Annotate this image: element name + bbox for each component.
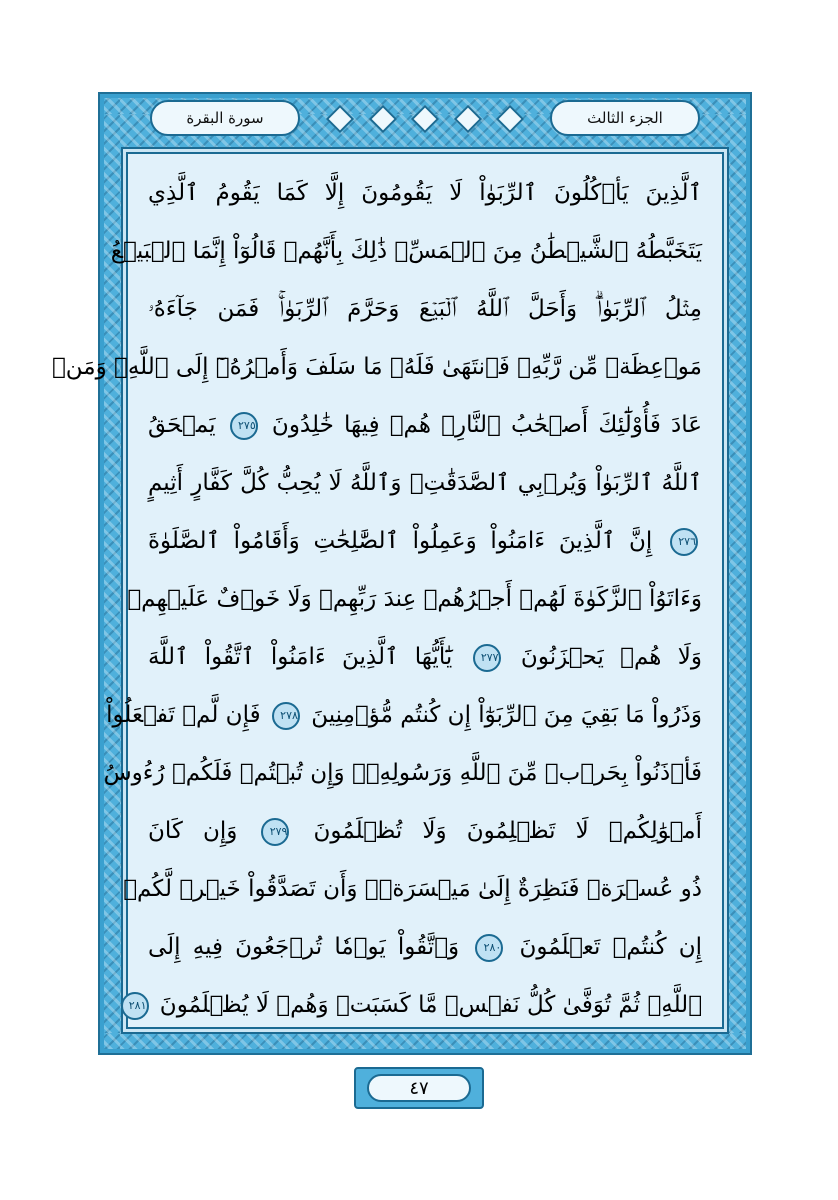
verse-text: وَذَرُواْ مَا بَقِيَ مِنَ ٱلرِّبَوٰٓاْ إِن كُنتُم مُّؤۡمِنِينَ bbox=[303, 702, 702, 728]
verse-line bbox=[148, 454, 702, 512]
verse-line bbox=[51, 338, 702, 396]
verse-line bbox=[127, 570, 702, 628]
verse-line bbox=[128, 976, 702, 1034]
verse-text: أَمۡوَٰلِكُمۡ لَا تَظۡلِمُونَ وَلَا تُظۡلَمُونَ bbox=[293, 818, 702, 844]
ayah-number-marker: ٢٧٩ bbox=[261, 818, 289, 846]
verse-text: فَإِن لَّمۡ تَفۡعَلُواْ bbox=[106, 702, 268, 728]
verse-text: وَإِن كَانَ bbox=[148, 818, 258, 844]
verse-text: ذُو عُسۡرَةٖ فَنَظِرَةٌ إِلَىٰ مَيۡسَرَةٖۚ وَأَن تَصَدَّقُواْ خَيۡرٞ لَّكُمۡ bbox=[123, 876, 702, 902]
verse-text: ٱللَّهُ ٱلرِّبَوٰاْ وَيُرۡبِي ٱلصَّدَقَٰتِۗ وَٱللَّهُ لَا يُحِبُّ كُلَّ كَفَّارٍ أَثِيمٍ bbox=[148, 470, 702, 496]
page-frame bbox=[51, 92, 752, 1055]
verse-text: وَلَا هُمۡ يَحۡزَنُونَ bbox=[504, 644, 702, 670]
ornament-icon bbox=[411, 105, 439, 133]
ayah-number-marker: ٢٨٠ bbox=[475, 934, 503, 962]
verse-text: يَتَخَبَّطُهُ ٱلشَّيۡطَٰنُ مِنَ ٱلۡمَسِّۚ ذَٰلِكَ بِأَنَّهُمۡ قَالُوٓاْ إِنَّمَا ٱلۡبَيۡعُ bbox=[110, 238, 702, 264]
page-number: ٤٧ bbox=[367, 1074, 471, 1102]
verse-line bbox=[148, 280, 702, 338]
verse-text: يَٰٓأَيُّهَا ٱلَّذِينَ ءَامَنُواْ ٱتَّقُواْ ٱللَّهَ bbox=[148, 644, 469, 670]
verse-text: وَءَاتَوُاْ ٱلزَّكَوٰةَ لَهُمۡ أَجۡرُهُمۡ عِندَ رَبِّهِمۡ وَلَا خَوۡفٌ عَلَيۡهِمۡ bbox=[127, 586, 702, 612]
verse-line bbox=[123, 860, 702, 918]
verses-block bbox=[51, 164, 703, 1018]
verse-text: ٱلَّذِينَ يَأۡكُلُونَ ٱلرِّبَوٰاْ لَا يَقُومُونَ إِلَّا كَمَا يَقُومُ ٱلَّذِي bbox=[148, 180, 702, 206]
verse-text: وَٱتَّقُواْ يَوۡمٗا تُرۡجَعُونَ فِيهِ إِلَى bbox=[148, 934, 472, 960]
verse-text: مَوۡعِظَةٞ مِّن رَّبِّهِۦ فَٱنتَهَىٰ فَلَهُۥ مَا سَلَفَ وَأَمۡرُهُۥٓ إِلَى ٱللَّهِۖ وَمَنۡ bbox=[51, 354, 702, 380]
ayah-number-marker: ٢٨١ bbox=[121, 992, 149, 1020]
verse-text: عَادَ فَأُوْلَٰٓئِكَ أَصۡحَٰبُ ٱلنَّارِۖ هُمۡ فِيهَا خَٰلِدُونَ bbox=[261, 412, 702, 438]
verse-line bbox=[103, 744, 702, 802]
verse-text: فَأۡذَنُواْ بِحَرۡبٖ مِّنَ ٱللَّهِ وَرَسُولِهِۦۖ وَإِن تُبۡتُمۡ فَلَكُمۡ رُءُوسُ bbox=[103, 760, 702, 786]
ayah-number-marker: ٢٧٥ bbox=[230, 412, 258, 440]
header-ornament bbox=[330, 108, 520, 130]
verse-line bbox=[106, 686, 702, 744]
ornament-icon bbox=[453, 105, 481, 133]
surah-name-label: سورة البقرة bbox=[150, 100, 300, 136]
ornament-icon bbox=[496, 105, 524, 133]
verse-text: مِثۡلُ ٱلرِّبَوٰاْۗ وَأَحَلَّ ٱللَّهُ ٱلۡبَيۡعَ وَحَرَّمَ ٱلرِّبَوٰاْۚ فَمَن جَآءَهُۥ bbox=[148, 296, 702, 322]
verse-line bbox=[148, 396, 702, 454]
verse-line bbox=[110, 222, 702, 280]
ayah-number-marker: ٢٧٦ bbox=[670, 528, 698, 556]
verse-line bbox=[148, 918, 702, 976]
verse-text: إِن كُنتُمۡ تَعۡلَمُونَ bbox=[507, 934, 703, 960]
ayah-number-marker: ٢٧٨ bbox=[272, 702, 300, 730]
verse-line bbox=[148, 164, 702, 222]
verse-text: ٱللَّهِۖ ثُمَّ تُوَفَّىٰ كُلُّ نَفۡسٖ مَّا كَسَبَتۡ وَهُمۡ لَا يُظۡلَمُونَ bbox=[152, 992, 702, 1018]
verse-line bbox=[148, 512, 702, 570]
juz-name-label: الجزء الثالث bbox=[550, 100, 700, 136]
verse-text: يَمۡحَقُ bbox=[148, 412, 226, 438]
verse-line bbox=[148, 802, 702, 860]
ornament-icon bbox=[326, 105, 354, 133]
ornament-icon bbox=[368, 105, 396, 133]
verse-line bbox=[148, 628, 702, 686]
verse-text: إِنَّ ٱلَّذِينَ ءَامَنُواْ وَعَمِلُواْ ٱلصَّٰلِحَٰتِ وَأَقَامُواْ ٱلصَّلَوٰةَ bbox=[148, 528, 666, 554]
page-number-frame bbox=[354, 1067, 484, 1109]
text-panel bbox=[51, 152, 724, 1029]
ayah-number-marker: ٢٧٧ bbox=[473, 644, 501, 672]
page-header bbox=[100, 94, 750, 148]
